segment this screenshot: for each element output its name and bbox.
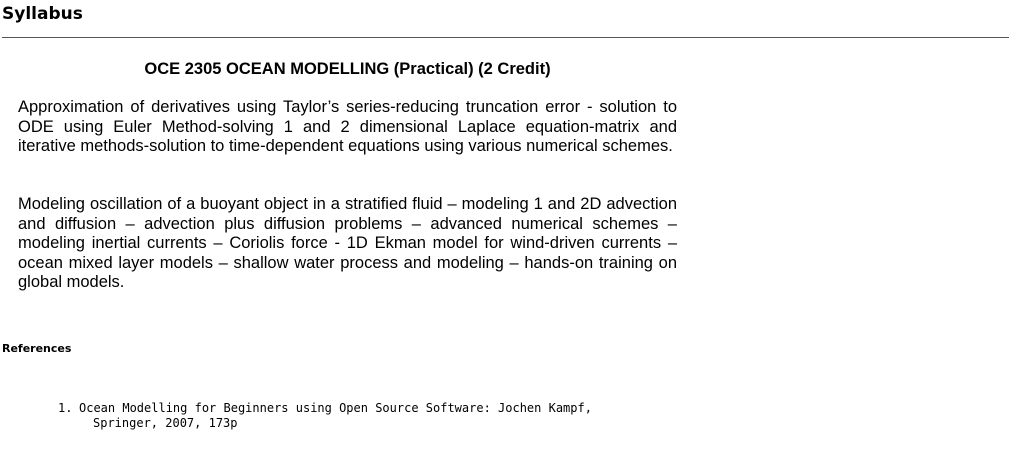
course-topics-paragraph: Modeling oscillation of a buoyant object in a stratified fluid – modeling 1 and 2D advection and diffusion – advection plus diffusion problems – advanced numerical schemes – modeling inertial currents – Coriolis force - 1D Ekman model for wind-driven currents – ocean mixed layer models – shallow water process and modeling – hands-on training on global models. [18,195,677,291]
course-title: OCE 2305 OCEAN MODELLING (Practical) (2 Credit) [144,60,551,78]
reference-item [58,401,599,431]
course-description-paragraph: Approximation of derivatives using Taylor’s series-reducing truncation error - solution to ODE using Euler Method-solving 1 and 2 dimensional Laplace equation-matrix and iterative methods-solution to time-dependent equations using various numerical schemes. [18,98,677,155]
reference-line: Ocean Modelling for Beginners using Open Source Software: Jochen Kampf, [79,401,592,415]
reference-number: 1. [58,401,73,415]
references-list [58,401,599,431]
reference-line-continued: Springer, 2007, 173p [93,416,238,430]
references-heading: References [2,342,72,355]
heading-divider [2,37,1009,38]
page-title: Syllabus [2,4,83,24]
reference-text [79,401,599,431]
